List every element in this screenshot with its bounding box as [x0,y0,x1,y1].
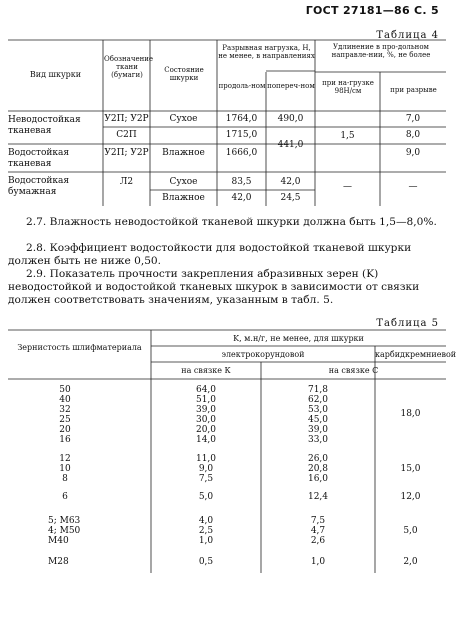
t4-row2-cloth: С2П [116,130,137,140]
table5-caption: Таблица 5 [376,318,439,329]
t4-row5-state: Влажное [162,193,205,203]
t5-header-carbide: карбидкремниевой [375,350,457,359]
t5-g3-s: 12,4 [307,492,329,502]
t5-header-bond-s: на связке С [328,366,379,375]
t4-row2-long: 1715,0 [225,130,258,140]
t4-row3-kind: Водостойкая тканевая [8,148,70,169]
t5-header-bond-k: на связке К [181,366,231,375]
t5-g5-carbide: 2,0 [403,557,418,567]
t4-row1-cloth: У2П; У2Р [104,114,149,124]
t5-g4-grits: 5; М63 4; М50 М40 [48,516,81,546]
t5-g3-carbide: 12,0 [400,492,421,502]
t4-row4-cloth: Л2 [119,177,134,187]
t4-row3-cloth: У2П; У2Р [104,148,149,158]
t5-g4-carbide: 5,0 [403,526,418,536]
t4-row1-cross: 490,0 [277,114,304,124]
t5-g4-k: 4,0 2,5 1,0 [198,516,214,546]
t4-header-load-group: Разрывная нагрузка, Н, не менее, в направлениях [218,44,315,60]
t5-g4-s: 7,5 4,7 2,6 [310,516,326,546]
t4-row4-kind: Водостойкая бумажная [8,176,70,197]
t5-g5-grit: М28 [48,557,69,567]
t4-header-elong-group: Удлинение в про-дольном направле-нии, %, не более [331,43,431,59]
t4-header-kind: Вид шкурки [29,70,82,79]
t4-row3-long: 1666,0 [225,148,258,158]
t5-g1-s: 71,8 62,0 53,0 45,0 39,0 33,0 [307,385,329,445]
t5-header-grit: Зернистость шлифматериала [17,343,142,352]
t5-g3-k: 5,0 [198,492,214,502]
t4-row4-state: Сухое [169,177,198,187]
t5-g5-k: 0,5 [198,557,214,567]
page-header: ГОСТ 27181—86 С. 5 [305,4,439,17]
t4-row4-load: — [343,182,352,192]
t4-row5-cross: 24,5 [280,193,301,203]
t5-g5-s: 1,0 [310,557,326,567]
t4-header-elong-break: при разрыве [390,86,437,94]
t4-header-cloth: Обозначение ткани (бумаги) [104,55,154,79]
t5-g1-grits: 50 40 32 25 20 16 [59,385,71,445]
t5-header-electro: электрокорундовой [221,350,305,359]
t4-row4-break: — [408,182,418,192]
t5-g2-k: 11,0 9,0 7,5 [195,454,217,484]
t4-row3-cross: 441,0 [277,140,304,150]
t4-row4-cross: 42,0 [280,177,301,187]
paragraph-2-9: 2.9. Показатель прочности закрепления абразивных зерен (K) неводостойкой и водостойкой тканевых шкурок в зависимости от связки должен соответствовать значениям, указанным в табл. 5. [8,268,420,306]
t5-header-group: K, м.н/г, не менее, для шкурки [233,334,364,343]
paragraph-2-7: 2.7. Влажность неводостойкой тканевой шкурки должна быть 1,5—8,0%. [26,216,437,228]
t5-g1-k: 64,0 51,0 39,0 30,0 20,0 14,0 [195,385,217,445]
t4-row1-state: Сухое [169,114,198,124]
t4-header-load-long: продоль-ном [218,82,266,90]
t4-row1-kind: Неводостойкая тканевая [8,115,81,136]
t5-g3-grit: 6 [62,492,68,502]
table4-caption: Таблица 4 [376,30,439,41]
t5-g2-s: 26,0 20,8 16,0 [307,454,329,484]
t4-row1-long: 1764,0 [225,114,258,124]
t4-header-state: Состояние шкурки [164,66,204,82]
t4-row5-long: 42,0 [231,193,252,203]
t4-row4-long: 83,5 [231,177,252,187]
t4-header-elong-load: при на-грузке 98Н/см [322,79,374,95]
t5-g2-carbide: 15,0 [400,464,421,474]
t4-row3-break: 9,0 [405,148,421,158]
t4-row2-break: 8,0 [405,130,421,140]
t4-row1-load: 1,5 [340,131,355,141]
paragraph-2-8: 2.8. Коэффициент водостойкости для водостойкой тканевой шкурки должен быть не ниже 0,50. [8,242,412,267]
t5-g1-carbide: 18,0 [400,409,421,419]
t4-row1-break: 7,0 [405,114,421,124]
t5-g2-grits: 12 10 8 [59,454,71,484]
t4-row3-state: Влажное [162,148,205,158]
t4-header-load-cross: попереч-ном [267,82,315,90]
